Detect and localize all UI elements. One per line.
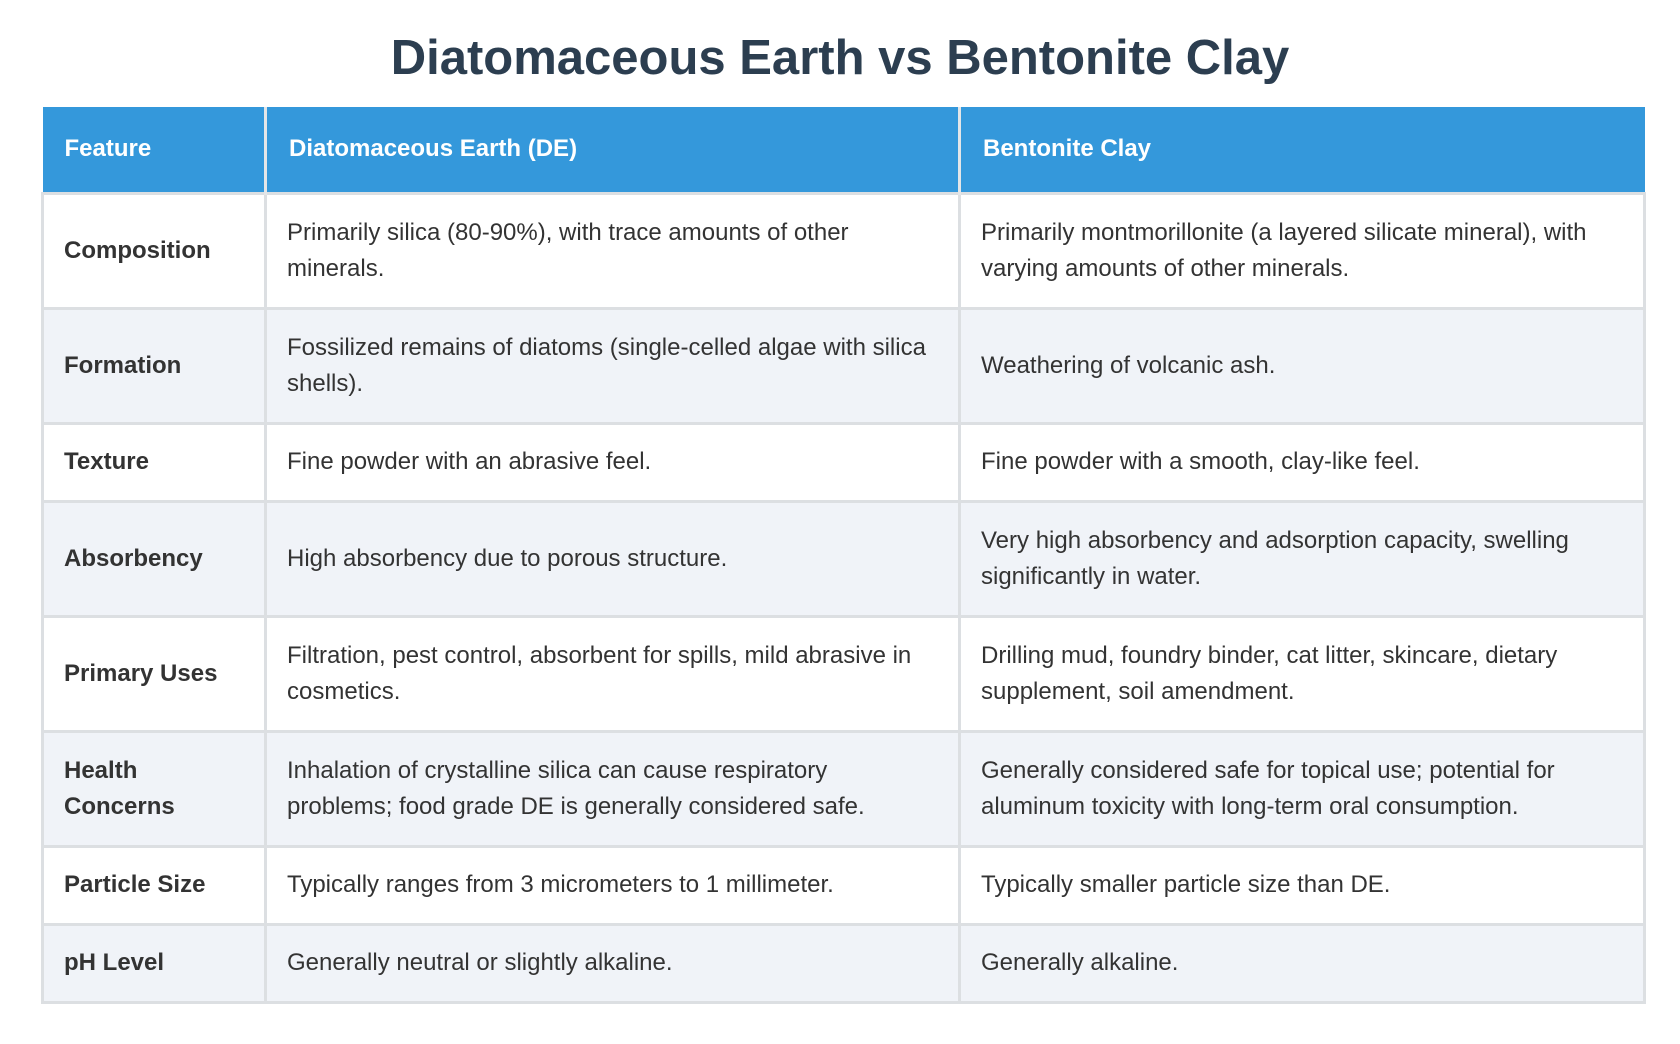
feature-cell: Health Concerns bbox=[43, 731, 266, 846]
comparison-table bbox=[41, 107, 1646, 1004]
bentonite-cell: Generally alkaline. bbox=[960, 924, 1645, 1002]
table-row bbox=[43, 501, 1645, 616]
de-cell: Generally neutral or slightly alkaline. bbox=[266, 924, 960, 1002]
bentonite-cell: Drilling mud, foundry binder, cat litter, skincare, dietary supplement, soil amendment. bbox=[960, 616, 1645, 731]
de-cell: Inhalation of crystalline silica can cause respiratory problems; food grade DE is generally considered safe. bbox=[266, 731, 960, 846]
feature-cell: pH Level bbox=[43, 924, 266, 1002]
de-cell: Fossilized remains of diatoms (single-celled algae with silica shells). bbox=[266, 308, 960, 423]
bentonite-cell: Typically smaller particle size than DE. bbox=[960, 846, 1645, 924]
bentonite-cell: Fine powder with a smooth, clay-like feel. bbox=[960, 423, 1645, 501]
table-row bbox=[43, 846, 1645, 924]
feature-cell: Texture bbox=[43, 423, 266, 501]
table-row bbox=[43, 193, 1645, 308]
feature-cell: Absorbency bbox=[43, 501, 266, 616]
feature-cell: Composition bbox=[43, 193, 266, 308]
table-header bbox=[43, 107, 1645, 193]
feature-cell: Primary Uses bbox=[43, 616, 266, 731]
table-row bbox=[43, 731, 1645, 846]
table-row bbox=[43, 924, 1645, 1002]
header-bentonite-clay: Bentonite Clay bbox=[960, 107, 1645, 193]
header-row bbox=[43, 107, 1645, 193]
header-diatomaceous-earth: Diatomaceous Earth (DE) bbox=[266, 107, 960, 193]
bentonite-cell: Very high absorbency and adsorption capacity, swelling significantly in water. bbox=[960, 501, 1645, 616]
table-row bbox=[43, 616, 1645, 731]
bentonite-cell: Primarily montmorillonite (a layered silicate mineral), with varying amounts of other minerals. bbox=[960, 193, 1645, 308]
de-cell: Fine powder with an abrasive feel. bbox=[266, 423, 960, 501]
feature-cell: Particle Size bbox=[43, 846, 266, 924]
bentonite-cell: Weathering of volcanic ash. bbox=[960, 308, 1645, 423]
de-cell: High absorbency due to porous structure. bbox=[266, 501, 960, 616]
de-cell: Typically ranges from 3 micrometers to 1 millimeter. bbox=[266, 846, 960, 924]
bentonite-cell: Generally considered safe for topical use; potential for aluminum toxicity with long-term oral consumption. bbox=[960, 731, 1645, 846]
table-row bbox=[43, 308, 1645, 423]
header-feature: Feature bbox=[43, 107, 266, 193]
table-row bbox=[43, 423, 1645, 501]
de-cell: Primarily silica (80-90%), with trace amounts of other minerals. bbox=[266, 193, 960, 308]
page-title: Diatomaceous Earth vs Bentonite Clay bbox=[390, 31, 1290, 85]
feature-cell: Formation bbox=[43, 308, 266, 423]
table-body bbox=[43, 193, 1645, 1002]
de-cell: Filtration, pest control, absorbent for spills, mild abrasive in cosmetics. bbox=[266, 616, 960, 731]
